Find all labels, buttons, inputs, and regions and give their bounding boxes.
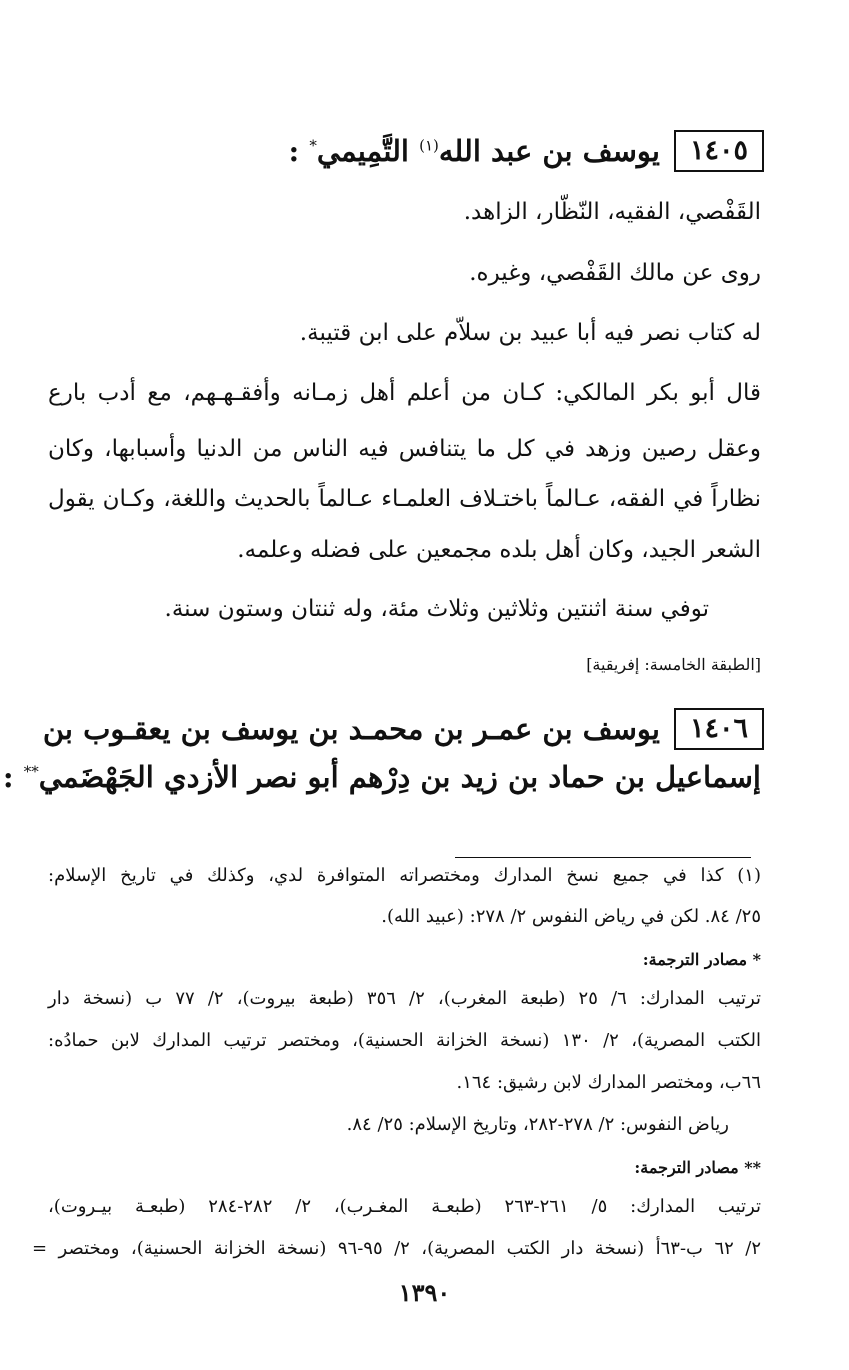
sources-heading: * مصادر الترجمة: xyxy=(642,950,761,969)
entry-number-box: ١٤٠٦ xyxy=(674,708,764,750)
layer-note: [الطبقة الخامسة: إفريقية] xyxy=(586,655,761,674)
footnote-ref: (١) xyxy=(419,136,439,155)
sources-line: ٦٦ب، ومختصر المدارك لابن رشيق: ١٦٤. xyxy=(456,1072,761,1093)
entry1-line: القَفْصي، الفقيه، النّظّار، الزاهد. xyxy=(463,199,761,225)
paragraph-line: نظاراً في الفقه، عـالماً باختـلاف العلمـاء عـالماً بالحديث واللغة، وكـان يقول xyxy=(48,486,761,512)
footnote-line: ٢٥/ ٨٤. لكن في رياض النفوس ٢/ ٢٧٨: (عبيد الله). xyxy=(381,906,761,927)
entry-title-line2 xyxy=(3,760,761,794)
entry-name-end: التَّمِيمي xyxy=(316,134,409,168)
entry-1405-heading xyxy=(289,130,764,172)
entry1-line: له كتاب نصر فيه أبا عبيد بن سلاّم على ابن قتيبة. xyxy=(299,320,761,346)
entry-title-line2-text: إسماعيل بن حماد بن زيد بن دِرْهم أبو نصر الأزدي الجَهْضَمي xyxy=(38,760,761,794)
entry1-line: روى عن مالك القَفْصي، وغيره. xyxy=(469,260,761,286)
footnote-line: (١) كذا في جميع نسخ المدارك ومختصراته المتوافرة لدي، وكذلك في تاريخ الإسلام: xyxy=(48,865,761,886)
death-line: توفي سنة اثنتين وثلاثين وثلاث مئة، وله ثنتان وستون سنة. xyxy=(164,596,709,622)
sources-line: الكتب المصرية)، ٢/ ١٣٠ (نسخة الخزانة الحسنية)، ومختصر ترتيب المدارك لابن حمادُه: xyxy=(48,1030,761,1051)
paragraph-line: الشعر الجيد، وكان أهل بلده مجمعين على فضله وعلمه. xyxy=(237,537,761,563)
entry-1406-heading xyxy=(42,708,764,750)
heading-colon: : xyxy=(2,760,14,794)
paragraph-line: قال أبو بكر المالكي: كـان من أعلم أهل زمـانه وأفقـهـهم، مع أدب بارع xyxy=(48,380,761,406)
page-number: ١٣٩٠ xyxy=(398,1278,451,1307)
heading-colon: : xyxy=(288,134,300,168)
sources-mark: ** xyxy=(23,762,39,781)
paragraph-line: وعقل رصين وزهد في كل ما يتنافس فيه الناس من الدنيا وأسبابها، وكان xyxy=(48,436,761,462)
sources-mark: * xyxy=(309,136,317,155)
sources-line: ترتيب المدارك: ٥/ ٢٦١-٢٦٣ (طبعـة المغـرب)، ٢/ ٢٨٢-٢٨٤ (طبعـة بيـروت)، xyxy=(48,1196,761,1217)
sources-line: ترتيب المدارك: ٦/ ٢٥ (طبعة المغرب)، ٢/ ٣٥٦ (طبعة بيروت)، ٢/ ٧٧ ب (نسخة دار xyxy=(48,988,761,1009)
sources-line: ٢/ ٦٢ ب-٦٣أ (نسخة دار الكتب المصرية)، ٢/ ٩٥-٩٦ (نسخة الخزانة الحسنية)، ومختصر = xyxy=(32,1238,761,1259)
entry-name: يوسف بن عبد الله xyxy=(438,134,660,168)
footnote-separator xyxy=(455,857,751,858)
sources-line: رياض النفوس: ٢/ ٢٧٨-٢٨٢، وتاريخ الإسلام: ٢٥/ ٨٤. xyxy=(346,1114,729,1135)
entry-number-box: ١٤٠٥ xyxy=(674,130,764,172)
entry-title xyxy=(289,134,660,168)
sources-heading: ** مصادر الترجمة: xyxy=(634,1158,761,1177)
entry-title-line1: يوسف بن عمـر بن محمـد بن يوسف بن يعقـوب بن xyxy=(42,712,660,746)
